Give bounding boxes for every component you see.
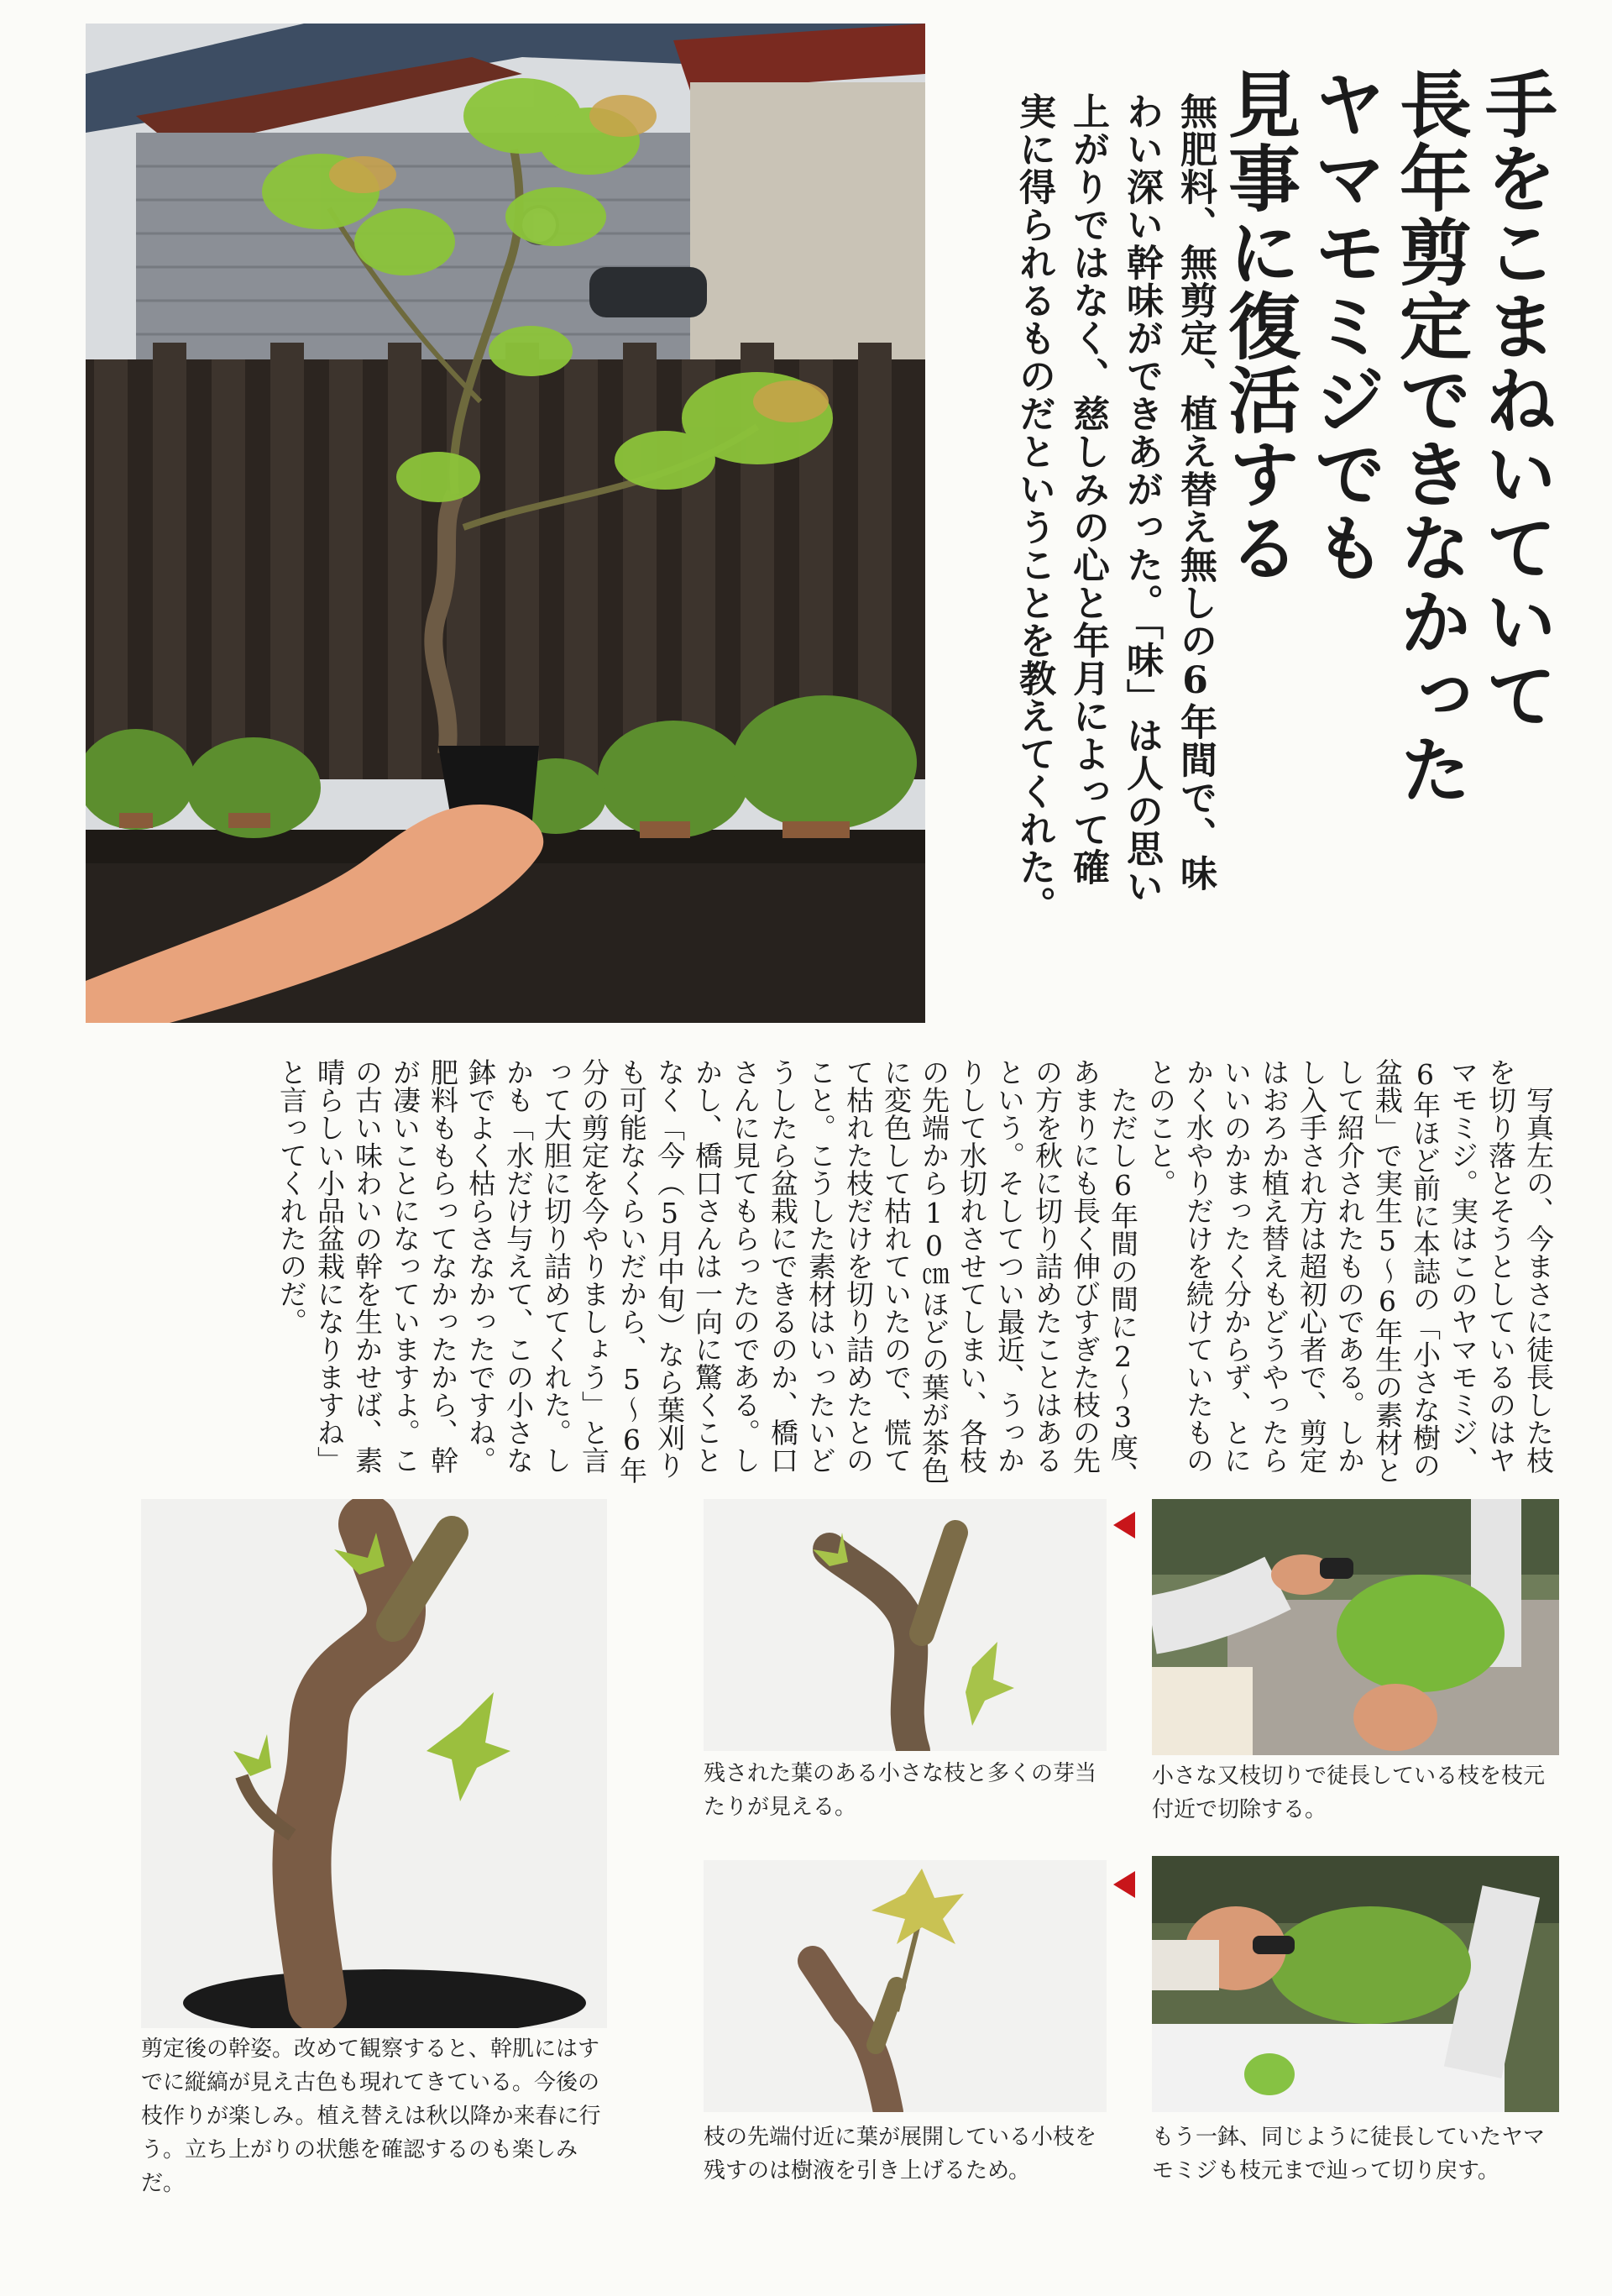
branch-tip-illustration <box>704 1860 1107 2112</box>
photo-another-pot <box>1152 1856 1559 2112</box>
body-paragraph-2: ただし6年間の間に2～3度、あまりにも長く伸びすぎた枝の先の方を秋に切り詰めたことはあるという。そしてつい最近、うっかりして水切れさせてしまい、各枝の先端から10㎝ほどの葉が茶色に変色して枯れていたので、慌てて枯れた枝だけを切り詰めたとのこと。こうした素材はいったいどうしたら盆栽にできるのか、橋口さんに見てもらったのである。しかし、橋口さんは一向に驚くことなく「今（5月中旬）なら葉刈りも可能なくらいだから、5～6年分の剪定を今やりましょう」と言って大胆に切り詰めてくれた。しかも「水だけ与えて、この小さな鉢でよく枯らさなかったですね。肥料ももらってなかったから、幹が凄いことになっていますよ。この古い味わいの幹を生かせば、素晴らしい小品盆栽になりますね」と言ってくれたのだ。 <box>275 1058 1139 1489</box>
arrow-pointer-1 <box>1113 1512 1135 1539</box>
headline-line-3: ヤマモミジでも <box>1301 67 1386 584</box>
caption-branch-tip-leaves: 枝の先端付近に葉が展開している小枝を残すのは樹液を引き上げるため。 <box>704 2125 1097 2183</box>
branch-illustration <box>704 1499 1107 1751</box>
photo-trunk-after-pruning <box>141 1499 607 2028</box>
photo-cutting-with-pruner <box>1152 1499 1559 1755</box>
body-paragraph-1: 写真左の、今まさに徒長した枝を切り落とそうとしているのはヤマモミジ。実はこのヤマモミジ、6年ほど前に本誌の「小さな樹の盆栽」で実生5～6年生の素材として紹介されたものである。しかし入手され方は超初心者で、剪定はおろか植え替えもどうやったらいいのかまったく分からず、とにかく水やりだけを続けていたものとのこと。 <box>1144 1058 1555 1484</box>
headline-line-1: 手をこまねいていて <box>1473 67 1557 732</box>
lead-line-4: 実に得られるものだということを教えてくれた。 <box>1013 92 1055 924</box>
main-photo-bonsai-held <box>86 24 925 1023</box>
headline-line-2: 長年剪定できなかった <box>1387 67 1472 806</box>
caption-trunk-after-pruning: 剪定後の幹姿。改めて観察すると、幹肌にはすでに縦縞が見え古色も現れてきている。今後の枝作りが楽しみ。植え替えは秋以降か来春に行う。立ち上がりの状態を確認するのも楽しみだ。 <box>141 2037 601 2196</box>
lead-line-1: 無肥料、無剪定、植え替え無しの6年間で、味 <box>1174 92 1217 892</box>
pruning-illustration <box>1152 1499 1559 1755</box>
headline-line-4: 見事に復活する <box>1216 67 1301 584</box>
arrow-pointer-2 <box>1113 1871 1135 1898</box>
caption-remaining-branch: 残された葉のある小さな枝と多くの芽当たりが見える。 <box>704 1761 1097 1820</box>
headline <box>1215 67 1557 1025</box>
photo-branch-tip-leaves <box>704 1860 1107 2112</box>
caption-another-pot: もう一鉢、同じように徒長していたヤマモミジも枝元まで辿って切り戻す。 <box>1152 2125 1546 2183</box>
trunk-illustration <box>141 1499 607 2028</box>
photo-remaining-branch <box>704 1499 1107 1751</box>
another-pot-illustration <box>1152 1856 1559 2112</box>
lead-line-2: わい深い幹味ができあがった。「味」は人の思い <box>1120 92 1163 905</box>
main-photo-illustration <box>86 24 925 1023</box>
body-text <box>63 1058 1557 1495</box>
lead-line-3: 上がりではなく、慈しみの心と年月によって確 <box>1066 92 1109 886</box>
caption-cutting-with-pruner: 小さな又枝切りで徒長している枝を枝元付近で切除する。 <box>1152 1764 1546 1822</box>
lead-paragraph <box>936 92 1222 1041</box>
